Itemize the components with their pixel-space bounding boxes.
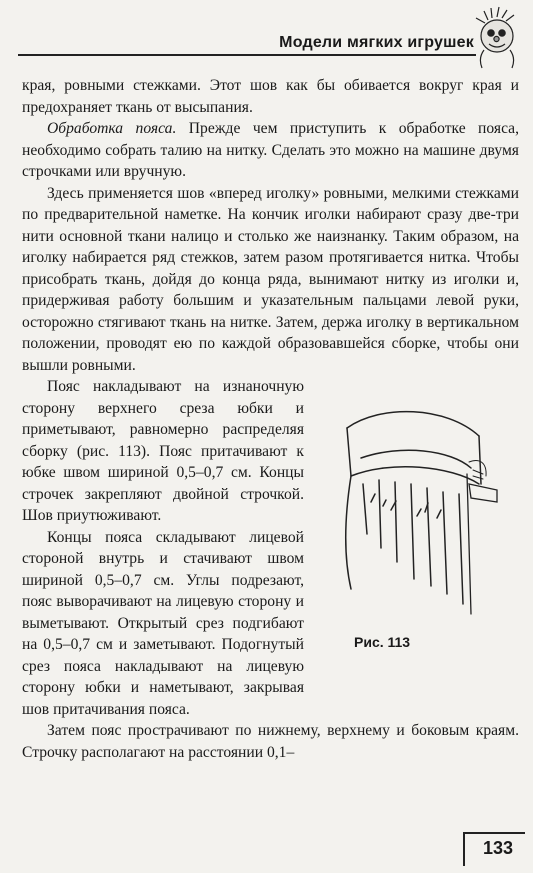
skirt-waistband-illustration [321,384,519,624]
figure-caption: Рис. 113 [354,634,411,650]
paragraph-5: Концы пояса складывают лицевой стороной внутрь и стачивают швом шириной 0,5–0,7 см. Углы подрезают, пояс выворачивают на лицевую сторону и выметывают. Открытый срез подгибают на 0,5–0,7 см и заметывают. Подогнутый срез пояса накладывают на лицевую сторону юбки и наметывают, закрывая шов притачивания пояса. [22,528,304,718]
wrapped-text-column [22,376,304,720]
paragraph-2-title: Обработка пояса. [47,120,177,137]
header-title: Модели мягких игрушек [279,34,474,51]
page-number: 133 [483,838,514,858]
paragraph-2-body: Прежде чем приступить к обработке пояса, необходимо собрать талию на нитку. Сделать это можно на машине двумя строчками или вручную. [22,120,520,180]
body-text [22,75,519,763]
figure-113 [321,384,519,680]
paragraph-4: Пояс накладывают на изнаночную сторону верхнего среза юбки и приметывают, равномерно распределяя сборку (рис. 113). Пояс притачивают к юбке швом шириной 0,5–0,7 см. Концы строчек закрепляют двойной строчкой. Шов приутюживают. [22,378,304,524]
paragraph-6: Затем пояс прострачивают по нижнему, верхнему и боковым краям. Строчку располагают на расстоянии 0,1– [22,722,519,761]
paragraph-3: Здесь применяется шов «вперед иголку» ровными, мелкими стежками по предварительной наметке. На кончик иголки набирают сразу две-три нити основной ткани налицо и столько же наизнанку. Таким образом, на иголку набирается ряд стежков, затем разом протягивается нитка. Чтобы присобрать ткань, дойдя до конца ряда, вынимают нитку из иголки и, придерживая работу большим и указательным пальцами левой руки, осторожно стягивают ткань на нитке. Затем, держа иголку в вертикальном положении, проводят ею по каждой образовавшейся сборке, чтобы они вышли ровными. [22,184,519,374]
paragraph-1: края, ровными стежками. Этот шов как бы обивается вокруг края и предохраняет ткань от высыпания. [22,77,519,116]
toy-mascot-icon [470,6,530,70]
paragraph-2 [22,118,519,183]
running-header [18,32,476,56]
page-number-box [463,832,525,866]
